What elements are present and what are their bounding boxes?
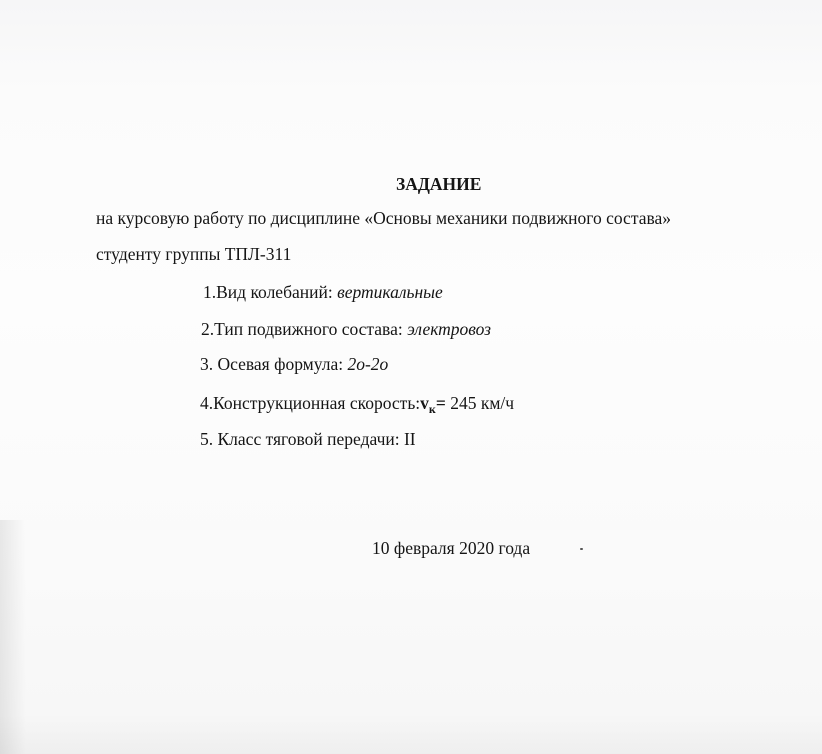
item-design-speed bbox=[200, 392, 514, 414]
item-value: 2о-2о bbox=[347, 354, 389, 374]
item-oscillation-type bbox=[203, 281, 443, 303]
speed-symbol: $v_к$ bbox=[420, 393, 436, 416]
item-label: 5. Класс тяговой передачи: bbox=[200, 429, 404, 449]
item-value: II bbox=[403, 429, 416, 449]
item-value: 245 км/ч bbox=[445, 393, 515, 413]
equals-sign: = bbox=[435, 393, 446, 413]
group-line: студенту группы ТПЛ-311 bbox=[96, 244, 292, 264]
item-value: электровоз bbox=[407, 319, 492, 339]
stray-mark bbox=[580, 548, 583, 550]
scan-shadow-bottom bbox=[0, 714, 822, 754]
speed-subscript: к bbox=[428, 402, 436, 416]
item-value: вертикальные bbox=[337, 282, 443, 302]
item-label: 4.Конструкционная скорость: bbox=[200, 393, 421, 413]
document-title: ЗАДАНИЕ bbox=[396, 174, 482, 194]
item-label: 2.Тип подвижного состава: bbox=[201, 319, 408, 339]
item-label: 3. Осевая формула: bbox=[200, 354, 348, 374]
item-rolling-stock-type bbox=[201, 318, 491, 340]
item-traction-class bbox=[200, 428, 416, 450]
document-date: 10 февраля 2020 года bbox=[372, 538, 531, 558]
subject-line: на курсовую работу по дисциплине «Основы механики подвижного состава» bbox=[96, 208, 672, 228]
item-axle-formula bbox=[200, 353, 388, 375]
item-label: 1.Вид колебаний: bbox=[203, 282, 338, 302]
